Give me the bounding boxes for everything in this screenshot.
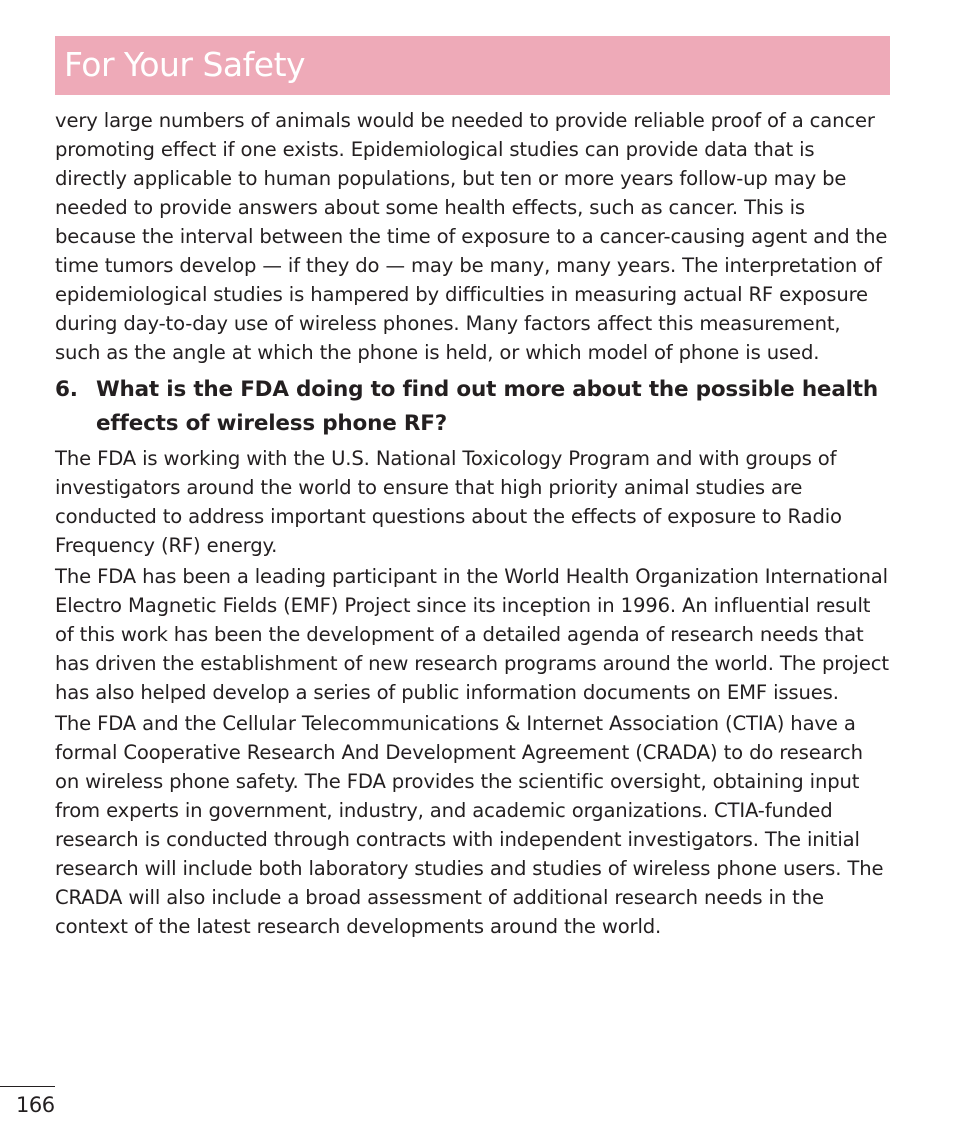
question-number: 6.: [55, 377, 78, 402]
answer-paragraph-2: The FDA has been a leading participant in the World Health Organization International Electro Magnetic Fields (EMF) Project since its inception in 1996. An influential result of this work has been the development of a detailed agenda of research needs that has driven the establishment of new research programs around the world. The project has also helped develop a series of public information documents on EMF issues.: [55, 565, 889, 704]
question-heading: [55, 373, 890, 441]
question-text: What is the FDA doing to find out more about the possible health effects of wireless phone RF?: [96, 377, 878, 436]
answer-paragraph-3: The FDA and the Cellular Telecommunications & Internet Association (CTIA) have a formal Cooperative Research And Development Agreement (CRADA) to do research on wireless phone safety. The FDA provides the scientific oversight, obtaining input from experts in government, industry, and academic organizations. CTIA-funded research is conducted through contracts with independent investigators. The initial research will include both laboratory studies and studies of wireless phone users. The CRADA will also include a broad assessment of additional research needs in the context of the latest research developments around the world.: [55, 712, 884, 938]
section-title: For Your Safety: [64, 45, 306, 84]
page-number-rule: [0, 1086, 55, 1087]
page-number: 166: [16, 1093, 55, 1117]
page-content: [55, 106, 890, 941]
answer-paragraph-1: The FDA is working with the U.S. National Toxicology Program and with groups of investigators around the world to ensure that high priority animal studies are conducted to address important questions about the effects of exposure to Radio Frequency (RF) energy.: [55, 447, 842, 557]
intro-paragraph: very large numbers of animals would be needed to provide reliable proof of a cancer promoting effect if one exists. Epidemiological studies can provide data that is directly applicable to human populations, but ten or more years follow-up may be needed to provide answers about some health effects, such as cancer. This is because the interval between the time of exposure to a cancer-causing agent and the time tumors develop — if they do — may be many, many years. The interpretation of epidemiological studies is hampered by difficulties in measuring actual RF exposure during day-to-day use of wireless phones. Many factors affect this measurement, such as the angle at which the phone is held, or which model of phone is used.: [55, 109, 888, 364]
section-header-bar: [55, 36, 890, 95]
